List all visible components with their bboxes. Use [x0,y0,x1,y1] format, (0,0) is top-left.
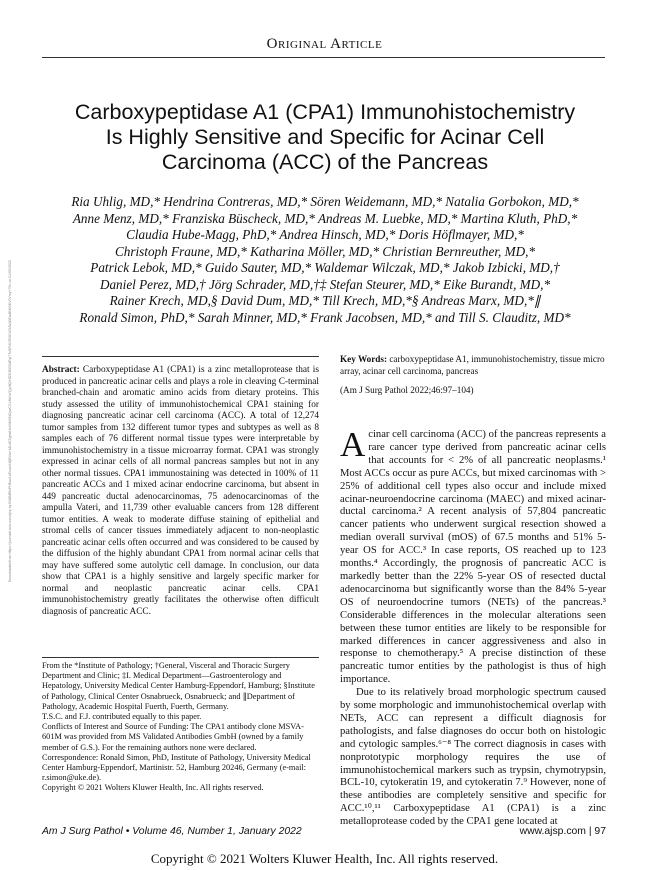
title-line: Carcinoma (ACC) of the Pancreas [161,150,489,174]
abstract-text: Carboxypeptidase A1 (CPA1) is a zinc metalloprotease that is produced in pancreatic acinar cells and plays a role in cleaving C-terminal branched-chain and aromatic amino acids from dietary proteins. This study assessed the utility of immunohistochemical CPA1 staining for diagnosing pancreatic acinar cell carcinoma (ACC). A total of 12,274 tumor samples from 132 different tumor types and subtypes as well as 8 samples each of 76 different normal tissue types were interpretable by immunohistochemistry in a tissue microarray format. CPA1 was strongly expressed in acinar cells of all normal pancreas samples but not in any other normal tissues. CPA1 immunostaining was detected in 100% of 11 pancreatic ACCs and 1 mixed acinar endocrine carcinoma, but absent in 449 pancreatic ductal adenocarcinomas, 75 adenocarcinomas of the ampulla Vateri, and 11,739 other evaluable cancers from 128 different tumor entities. A weak to moderate diffuse staining of epithelial and stromal cells of cancer tissues immediately adjacent to non-neoplastic pancreatic acinar cells often occurred and was considered to be caused by the diffusion of the highly abundant CPA1 from normal acinar cells that may have suffered some autolytic cell damage. In conclusion, our data show that CPA1 is a highly sensitive and largely specific marker for normal and neoplastic pancreatic acinar cells. CPA1 immunohistochemistry greatly facilitates the otherwise often difficult diagnosis of pancreatic ACC. [42,365,320,617]
author-line: Christoph Fraune, MD,* Katharina Möller, MD,* Christian Bernreuther, MD,* [114,243,536,259]
footnote-conflicts: Conflicts of Interest and Source of Funding: The CPA1 antibody clone MSVA-601M was provided from MS Validated Antibodies GmbH (owned by a family member of G.S.). For the remaining authors none were declared. [42,722,304,752]
footnote-rule [42,657,319,658]
header-rule [42,57,605,58]
title-line: Carboxypeptidase A1 (CPA1) Immunohistochemistry [74,100,576,124]
footer-site-page: www.ajsp.com | 97 [519,826,606,837]
keywords-label: Key Words: [340,354,388,364]
author-line: Daniel Perez, MD,† Jörg Schrader, MD,†‡ Stefan Steurer, MD,* Eike Burandt, MD,* [99,276,551,292]
section-label: Original Article [266,36,383,52]
journal-citation: (Am J Surg Pathol 2022;46:97–104) [340,385,474,395]
keywords-block [340,354,606,397]
author-line: Ria Uhlig, MD,* Hendrina Contreras, MD,* Sören Weidemann, MD,* Natalia Gorbokon, MD,* [71,194,579,209]
footnote-affiliations: From the *Institute of Pathology; †General, Visceral and Thoracic Surgery Department and Clinic; ‡I. Medical Department—Gastroenterology and Hepatology, University Medical Center Hamburg-Eppendorf, Hamburg; §Institute of Pathology, Clinical Center Osnabrueck, Osnabrueck; and ∥Department of Pathology, Academic Hospital Fuerth, Fuerth, Germany. [42,661,315,711]
title-line: Is Highly Sensitive and Specific for Acinar Cell [105,125,545,149]
body-paragraph-1: cinar cell carcinoma (ACC) of the pancreas represents a rare cancer type derived from pancreatic acinar cells that accounts for < 2% of all pancreatic neoplasms.¹ Most ACCs occur as pure ACCs, but mixed carcinomas with > 25% of additional cell types also occur and include mixed acinar-neuroendocrine carcinoma (MAEC) and mixed acinar-ductal carcinoma.² A recent analysis of 57,804 pancreatic cancer patients who underwent surgical resection showed a median overall survival (mOS) of 67.5 months and 51% 5-year OS for ACC.³ In case reports, OS reached up to 123 months.⁴ Accordingly, the prognosis of pancreatic ACC is markedly better than the 22% 5-year OS of resected ductal adenocarcinoma but significantly worse than the 84% 5-year OS of neuroendocrine tumors (NETs) of the pancreas.³ Considerable differences in the molecular alterations seen between these tumor entities are likely to be responsible for marked differences in cancer aggressiveness and also in response to chemotherapy.⁵ A precise distinction of these pancreatic tumor entities by the pathologist is thus of high importance. [340,429,606,686]
author-line: Claudia Hube-Magg, PhD,* Andrea Hinsch, MD,* Doris Höflmayer, MD,* [126,227,524,242]
abstract [42,365,319,618]
author-list [40,194,610,326]
author-line: Patrick Lebok, MD,* Guido Sauter, MD,* Waldemar Wilczak, MD,* Jakob Izbicki, MD,† [90,260,560,275]
footnotes [42,661,319,794]
author-line: Rainer Krech, MD,§ David Dum, MD,* Till Krech, MD,*§ Andreas Marx, MD,*∥ [109,293,541,308]
download-watermark: Downloaded from https://journals.lww.com/ajsp by BhDMf5ePHKav1zEoum1tQfN4a+kJLhEZgbsIHo4XMi0hCywCX1AWnYQp/IlQrHD3i3D0OdRyi7TvSFl4Cf3VC4/OAVpDDa8KKGKV0Ymy+78= on 01/05/2022 [8,260,12,582]
article-body [340,425,606,829]
body-paragraph-2: Due to its relatively broad morphologic spectrum caused by some morphologic and immunohistochemical overlap with NETs, ACC can represent a difficult diagnosis for pathologists, and false diagnoses do occur both on histologic and cytologic samples.⁶⁻⁸ The correct diagnosis in cases with nonprototypic morphology requires the use of immunohistochemical markers such as trypsin, chymotrypsin, BCL-10, cytokeratin 19, and cytokeratin 7.⁹ However, none of these antibodies are completely sensitive and specific for ACC.¹⁰,¹¹ Carboxypeptidase A1 (CPA1) is a zinc metalloprotease coded by the CPA1 gene located at [340,687,606,828]
bottom-copyright: Copyright © 2021 Wolters Kluwer Health, Inc. All rights reserved. [150,851,499,866]
abstract-rule [42,356,319,357]
author-line: Anne Menz, MD,* Franziska Büscheck, MD,* Andreas M. Luebke, MD,* Martina Kluth, PhD,* [72,210,578,226]
abstract-label: Abstract: [42,365,80,375]
footnote-contribution: T.S.C. and F.J. contributed equally to this paper. [42,712,202,722]
article-title [40,100,610,175]
keywords-text: carboxypeptidase A1, immunohistochemistry, tissue micro array, acinar cell carcinoma, pancreas [340,354,605,376]
footer-journal: Am J Surg Pathol • Volume 46, Number 1, January 2022 [42,826,302,837]
author-line: Ronald Simon, PhD,* Sarah Minner, MD,* Frank Jacobsen, MD,* and Till S. Clauditz, MD* [79,309,571,325]
footnote-copyright: Copyright © 2021 Wolters Kluwer Health, Inc. All rights reserved. [42,783,264,793]
footnote-correspondence: Correspondence: Ronald Simon, PhD, Institute of Pathology, University Medical Center Hamburg-Eppendorf, Martinistr. 52, Hamburg 20246, Germany (e-mail: r.simon@uke.de). [42,752,311,783]
drop-cap: A [340,425,366,464]
